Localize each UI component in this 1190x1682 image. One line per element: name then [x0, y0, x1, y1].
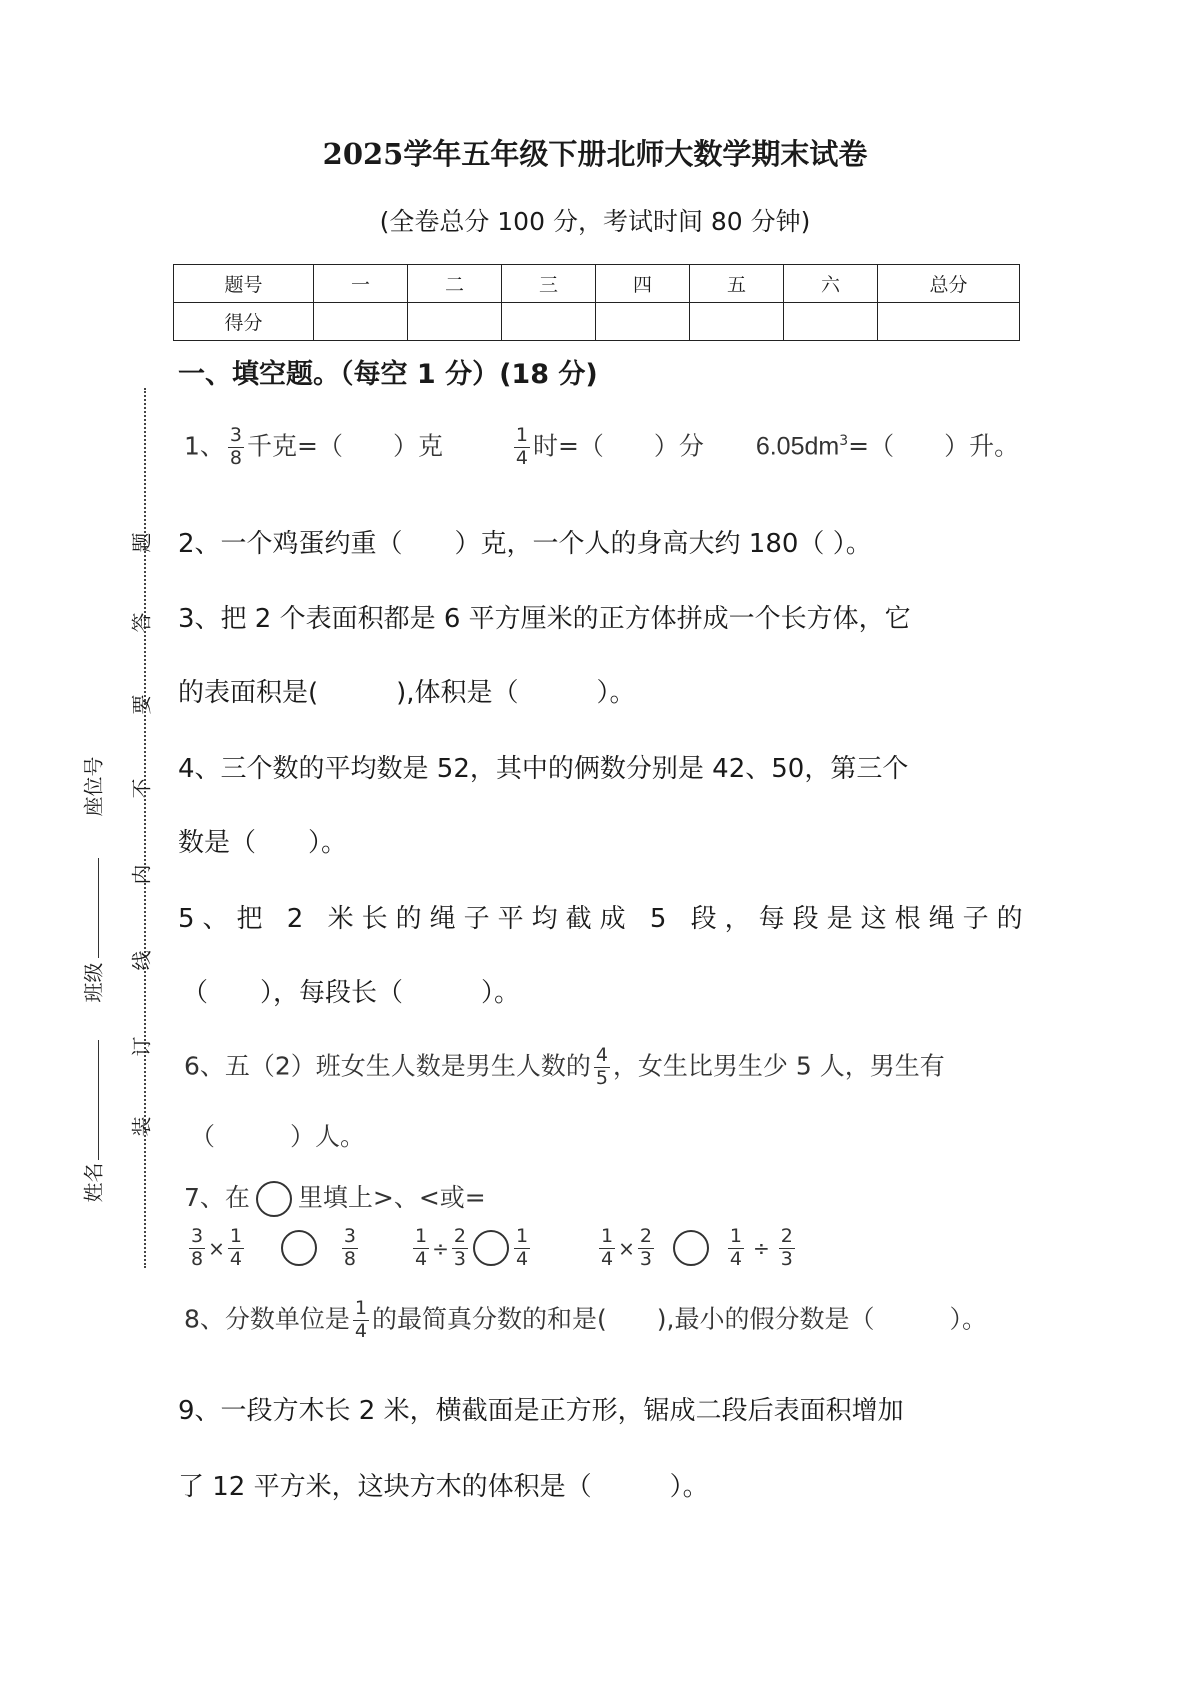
question-4-line-2: 数是（ ）。: [178, 828, 348, 858]
q1-part-a: 千克=（ ）克: [247, 431, 443, 461]
question-6: [184, 1045, 945, 1090]
question-7-prompt: [184, 1178, 486, 1217]
score-cell[interactable]: [314, 303, 408, 341]
q1-part-c: 6.05dm: [755, 432, 840, 461]
frac-num: 1: [229, 1225, 242, 1247]
exam-info: (全卷总分 100 分，考试时间 80 分钟): [379, 207, 811, 236]
frac-den: 4: [515, 1247, 529, 1270]
fraction: [514, 425, 530, 470]
question-8: [184, 1298, 987, 1343]
score-header-cell: 二: [408, 265, 502, 303]
score-header-cell: 题号: [174, 265, 314, 303]
score-cell[interactable]: [784, 303, 878, 341]
frac-den: 8: [343, 1247, 356, 1270]
question-9-line-2: 了 12 平方米，这块方木的体积是（ ）。: [178, 1472, 709, 1502]
frac-num: 3: [343, 1225, 356, 1247]
question-6-line-2: （ ）人。: [190, 1122, 366, 1151]
question-2: 2、一个鸡蛋约重（ ）克，一个人的身高大约 180（ ）。: [178, 529, 872, 559]
score-row-label: 得分: [174, 303, 314, 341]
score-header-cell: 四: [596, 265, 690, 303]
question-4-line-1: 4、三个数的平均数是 52，其中的俩数分别是 42、50，第三个: [178, 754, 909, 784]
operator: ×: [618, 1236, 635, 1261]
compare-circle-icon: [256, 1181, 292, 1217]
score-cell[interactable]: [690, 303, 784, 341]
frac-num: 1: [415, 1225, 428, 1247]
frac-num: 1: [601, 1225, 614, 1247]
q7-expression-3: [596, 1226, 798, 1271]
frac-num: 2: [780, 1225, 793, 1247]
score-header-cell: 总分: [878, 265, 1020, 303]
frac-den: 4: [415, 1247, 428, 1270]
seal-char: 要: [129, 694, 154, 715]
frac-den: 3: [453, 1247, 466, 1270]
frac-den: 4: [354, 1319, 368, 1342]
score-header-cell: 六: [784, 265, 878, 303]
operator: ÷: [432, 1236, 449, 1261]
seal-char: 不: [129, 778, 154, 799]
frac-num: 3: [191, 1225, 204, 1247]
score-table: [173, 264, 1020, 341]
score-header-cell: 一: [314, 265, 408, 303]
class-label: 班级: [81, 962, 106, 1003]
fraction: [342, 1226, 358, 1271]
question-1: [184, 425, 1019, 470]
q1-exponent: 3: [839, 433, 849, 450]
q1-part-b: 时=（ ）分: [532, 431, 704, 461]
q1-part-c-rest: =（ ）升。: [848, 431, 1020, 461]
fraction: [228, 1226, 244, 1271]
score-cell[interactable]: [502, 303, 596, 341]
operator: ×: [208, 1236, 225, 1261]
q6-text-2: ，女生比男生少 5 人，男生有: [612, 1051, 945, 1081]
name-blank[interactable]: [98, 1040, 99, 1160]
score-cell[interactable]: [878, 303, 1020, 341]
fraction: [514, 1226, 530, 1271]
q8-text-2: 的最简真分数的和是( ),最小的假分数是（ ）。: [372, 1304, 987, 1334]
seal-char: 装: [129, 1116, 154, 1137]
page-title: 2025学年五年级下册北师大数学期末试卷: [322, 137, 868, 171]
score-cell[interactable]: [596, 303, 690, 341]
frac-den: 4: [515, 446, 528, 469]
score-table-header-row: [174, 265, 1020, 303]
operator: ÷: [752, 1236, 770, 1261]
question-9-line-1: 9、一段方木长 2 米，横截面是正方形，锯成二段后表面积增加: [178, 1396, 904, 1426]
frac-num: 1: [729, 1225, 742, 1247]
fraction: [452, 1226, 468, 1271]
seat-number-label: 座位号: [81, 756, 106, 817]
frac-num: 1: [354, 1297, 368, 1319]
frac-den: 8: [191, 1247, 204, 1270]
question-3-line-2: 的表面积是( ),体积是（ ）。: [178, 678, 636, 708]
seal-char: 题: [129, 532, 154, 553]
fraction: [228, 425, 244, 470]
fraction: [779, 1226, 795, 1271]
frac-den: 5: [595, 1066, 608, 1089]
fraction: [413, 1226, 429, 1271]
fraction: [594, 1045, 610, 1090]
score-cell[interactable]: [408, 303, 502, 341]
score-header-cell: 五: [690, 265, 784, 303]
seal-char: 内: [129, 864, 154, 885]
q7-expression-1: [186, 1226, 361, 1271]
seal-char: 答: [129, 612, 154, 633]
frac-num: 1: [515, 424, 528, 446]
frac-num: 1: [515, 1225, 529, 1247]
fraction: [353, 1298, 369, 1343]
seal-char: 线: [129, 950, 154, 971]
section-heading: 一、填空题。（每空 1 分）(18 分): [178, 359, 598, 390]
q7-expression-2: [410, 1226, 533, 1271]
frac-num: 2: [639, 1225, 652, 1247]
frac-den: 3: [780, 1247, 793, 1270]
q6-text-1: 6、五（2）班女生人数是男生人数的: [184, 1051, 591, 1081]
question-5-line-2: （ ），每段长（ ）。: [182, 978, 521, 1008]
frac-num: 3: [229, 424, 242, 446]
frac-den: 4: [229, 1247, 242, 1270]
answer-circle[interactable]: [281, 1230, 317, 1266]
q1-prefix: 1、: [184, 431, 225, 461]
answer-circle[interactable]: [473, 1230, 509, 1266]
question-5-line-1: 5、把 2 米长的绳子平均截成 5 段，每段是这根绳子的: [178, 904, 1031, 934]
score-table-score-row: [174, 303, 1020, 341]
q7-prompt-a: 7、在: [184, 1183, 250, 1212]
frac-den: 8: [229, 446, 242, 469]
q8-text-1: 8、分数单位是: [184, 1304, 350, 1334]
frac-den: 4: [729, 1247, 742, 1270]
frac-num: 4: [595, 1044, 608, 1066]
seal-char: 订: [129, 1036, 154, 1057]
score-header-cell: 三: [502, 265, 596, 303]
frac-num: 2: [453, 1225, 466, 1247]
fraction: [638, 1226, 654, 1271]
fraction: [728, 1226, 744, 1271]
fraction: [599, 1226, 615, 1271]
name-label: 姓名: [81, 1162, 106, 1203]
frac-den: 4: [601, 1247, 614, 1270]
question-3-line-1: 3、把 2 个表面积都是 6 平方厘米的正方体拼成一个长方体，它: [178, 604, 911, 634]
answer-circle[interactable]: [673, 1230, 709, 1266]
class-blank[interactable]: [98, 858, 99, 958]
fraction: [189, 1226, 205, 1271]
frac-den: 3: [639, 1247, 652, 1270]
q7-prompt-b: 里填上>、<或=: [297, 1183, 486, 1212]
